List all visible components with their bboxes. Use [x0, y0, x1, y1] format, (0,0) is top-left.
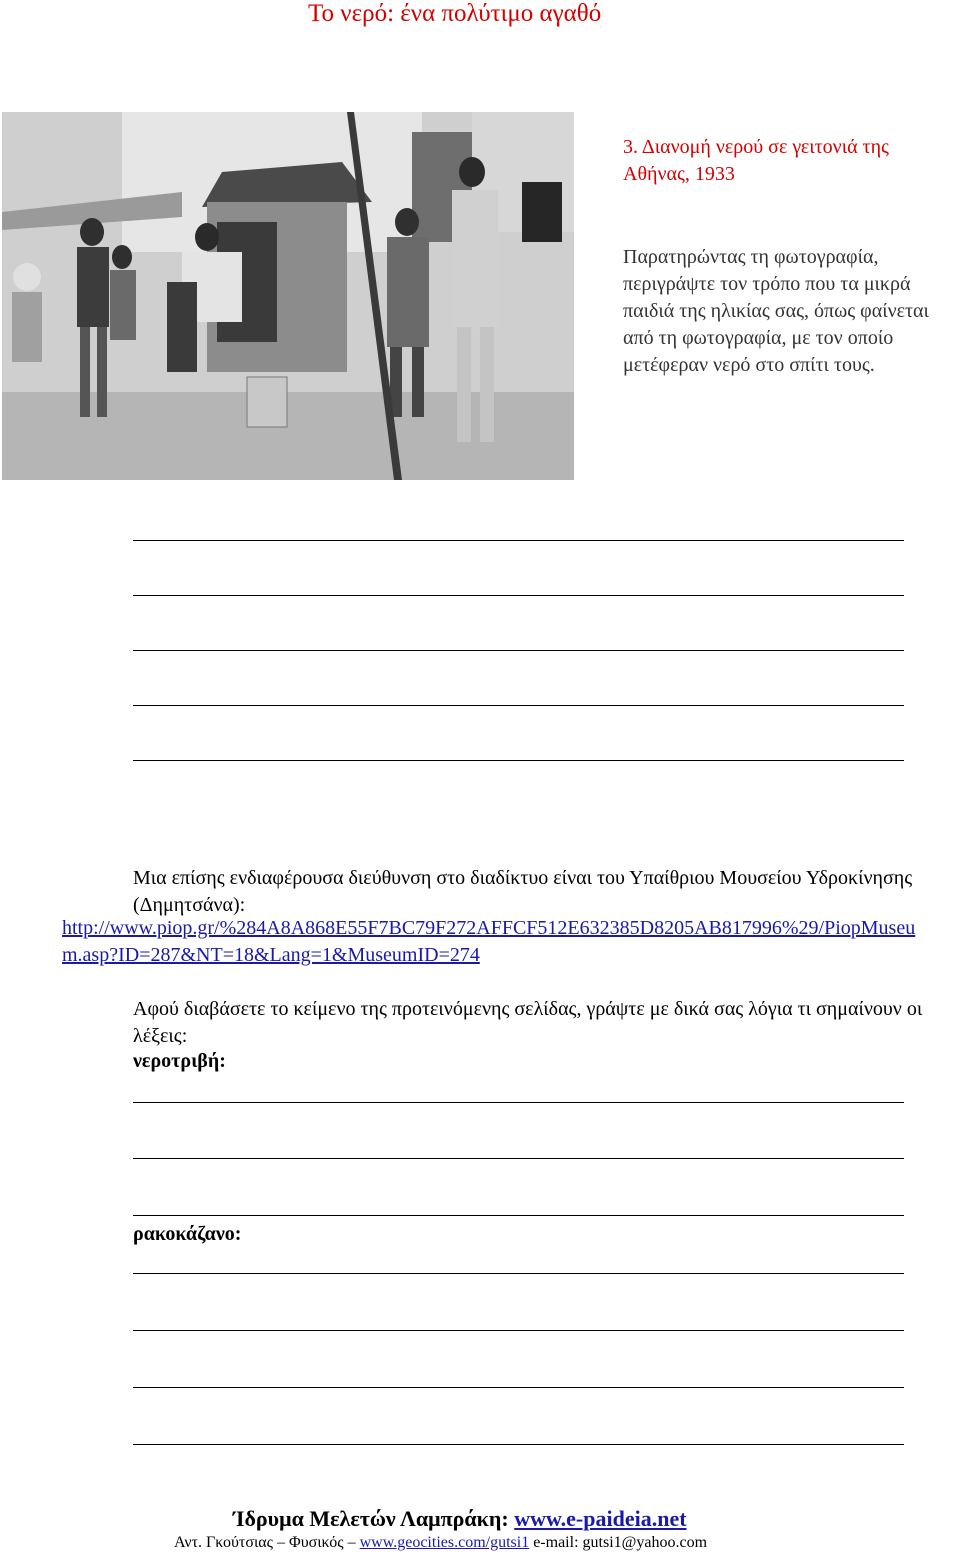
answer-line[interactable] [133, 1158, 904, 1159]
footer-email[interactable]: gutsi1@yahoo.com [582, 1534, 708, 1551]
footer-author-link[interactable]: www.geocities.com/gutsi1 [359, 1534, 530, 1551]
footer-email-label: e-mail: [533, 1534, 579, 1551]
footer-org-link[interactable]: www.e-paideia.net [514, 1506, 687, 1531]
footer-author [174, 1534, 954, 1552]
footer-org-name: Ίδρυμα Μελετών Λαμπράκη: [233, 1506, 509, 1531]
term-nerotrivi: νεροτριβή: [133, 1050, 226, 1072]
answer-line[interactable] [133, 1444, 904, 1445]
term-rakokazano: ρακοκάζανο: [133, 1223, 242, 1245]
museum-intro: Μια επίσης ενδιαφέρουσα διεύθυνση στο διαδίκτυο είναι του Υπαίθριου Μουσείου Υδροκίνησης (Δημητσάνα): [133, 867, 913, 916]
answer-line[interactable] [133, 705, 904, 706]
answer-line[interactable] [133, 1387, 904, 1388]
answer-line[interactable] [133, 1102, 904, 1103]
museum-link[interactable]: http://www.piop.gr/%284A8A868E55F7BC79F272AFFCF512E632385D8205AB817996%29/PiopMuseum.asp?ID=287&NT=18&Lang=1&MuseumID=274 [62, 917, 916, 966]
footer-author-name: Αντ. Γκούτσιας – Φυσικός – [174, 1534, 356, 1551]
historical-photo [2, 112, 574, 480]
answer-line[interactable] [133, 1273, 904, 1274]
answer-line[interactable] [133, 1215, 904, 1216]
answer-line[interactable] [133, 760, 904, 761]
page-title: Το νερό: ένα πολύτιμο αγαθό [308, 0, 602, 27]
photo-caption-title: 3. Διανομή νερού σε γειτονιά της Αθήνας, 1933 [623, 136, 889, 185]
exercise-instruction: Αφού διαβάσετε το κείμενο της προτεινόμενης σελίδας, γράψτε με δικά σας λόγια τι σημαίνουν οι λέξεις: [133, 998, 923, 1047]
footer-org [233, 1506, 933, 1532]
answer-line[interactable] [133, 650, 904, 651]
photo-caption-question: Παρατηρώντας τη φωτογραφία, περιγράψτε τον τρόπο που τα μικρά παιδιά της ηλικίας σας, όπως φαίνεται από τη φωτογραφία, με τον οποίο μετέφεραν νερό στο σπίτι τους. [623, 246, 929, 376]
answer-line[interactable] [133, 595, 904, 596]
answer-line[interactable] [133, 1330, 904, 1331]
answer-line[interactable] [133, 540, 904, 541]
